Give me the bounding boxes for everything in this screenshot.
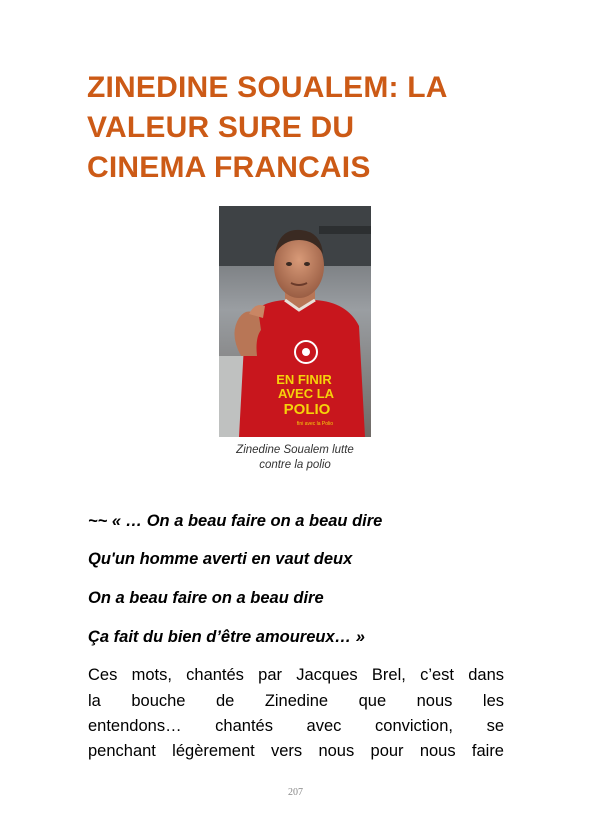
photo-illustration — [219, 206, 371, 437]
title-line: VALEUR SURE DU — [87, 111, 355, 144]
title-line: ZINEDINE SOUALEM: LA — [87, 71, 448, 104]
title-line: CINEMA FRANCAIS — [87, 151, 371, 184]
shirt-text-line: POLIO — [283, 401, 331, 418]
shirt-small-text: fini avec la Polio — [296, 421, 334, 427]
body-text-line: penchant légèrement vers nous pour nous faire — [88, 742, 504, 760]
article-photo — [219, 206, 371, 437]
verse-line: ~~ « … On a beau faire on a beau dire — [88, 512, 383, 530]
body-text-line: la bouche de Zinedine que nous les — [88, 692, 504, 710]
shirt-text-line: AVEC LA — [277, 386, 335, 401]
caption-line: Zinedine Soualem lutte — [236, 444, 354, 456]
shirt-text-line: EN FINIR — [276, 372, 332, 387]
body-text-line: entendons… chantés avec conviction, se — [88, 717, 504, 735]
verse-line: On a beau faire on a beau dire — [88, 589, 324, 607]
body-text-line: Ces mots, chantés par Jacques Brel, c’est dans — [88, 666, 504, 684]
caption-line: contre la polio — [259, 459, 331, 471]
verse-line: Qu'un homme averti en vaut deux — [88, 550, 353, 568]
verse-line: Ça fait du bien d’être amoureux… » — [88, 628, 365, 646]
page-number: 207 — [288, 787, 303, 798]
article-title — [87, 68, 517, 188]
photo-caption — [200, 443, 390, 473]
